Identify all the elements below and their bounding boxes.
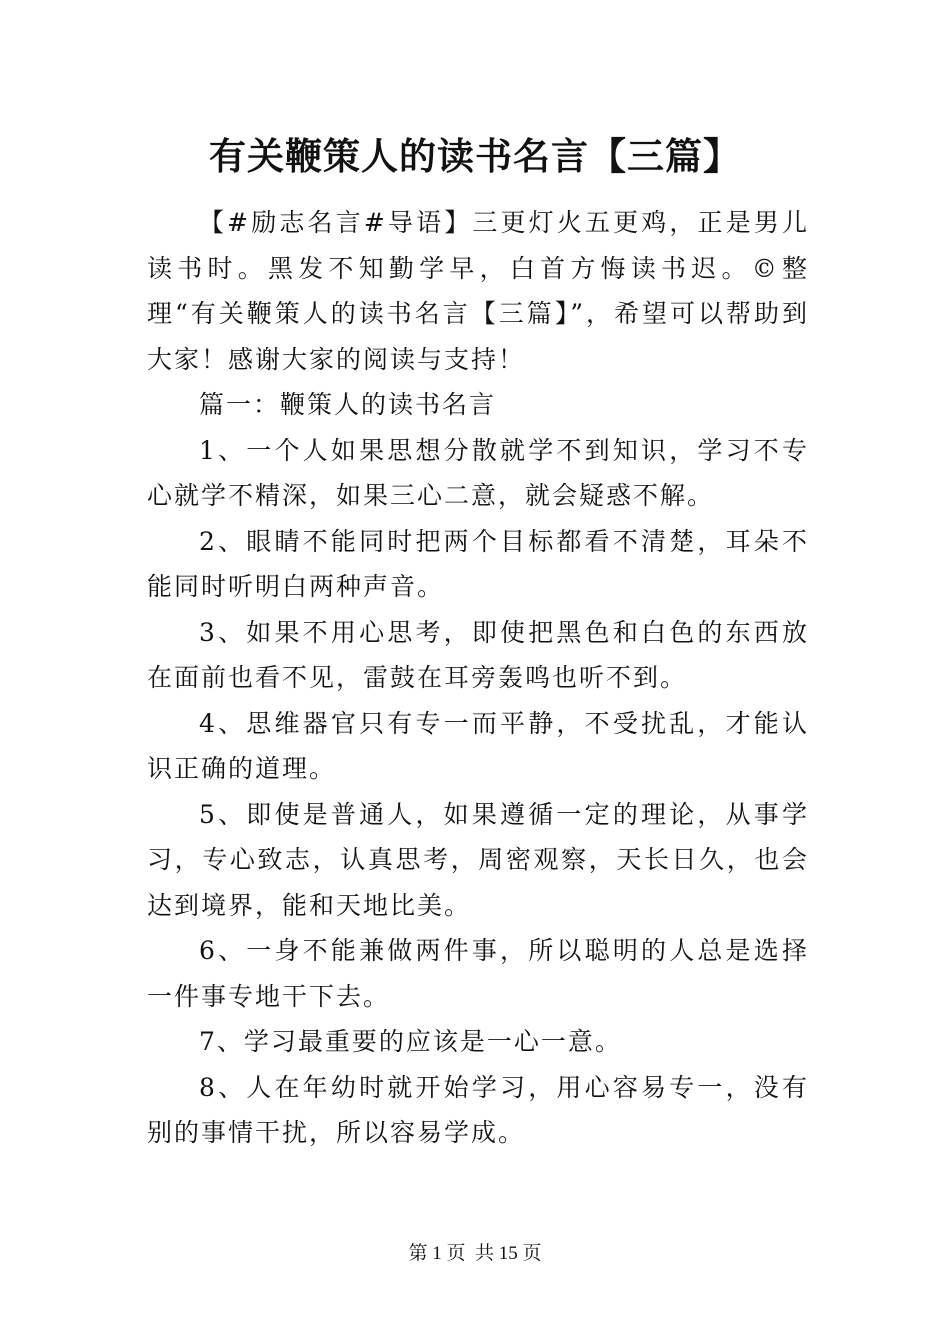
quote-paragraph: 8、人在年幼时就开始学习，用心容易专一，没有别的事情干扰，所以容易学成。 (147, 1072, 809, 1147)
quote-paragraph: 3、如果不用心思考，即使把黑色和白色的东西放在面前也看不见，雷鼓在耳旁轰鸣也听不到。 (147, 617, 809, 692)
page-footer (0, 1239, 950, 1269)
intro-paragraph: 【#励志名言#导语】三更灯火五更鸡，正是男儿读书时。黑发不知勤学早，白首方悔读书迟。©整理“有关鞭策人的读书名言【三篇】”，希望可以帮助到大家！感谢大家的阅读与支持！ (147, 208, 809, 374)
document-title: 有关鞭策人的读书名言【三篇】 (209, 134, 741, 178)
section-heading: 篇一：鞭策人的读书名言 (199, 390, 497, 419)
quote-paragraph: 6、一身不能兼做两件事，所以聪明的人总是选择一件事专地干下去。 (147, 936, 809, 1011)
quote-paragraph: 2、眼睛不能同时把两个目标都看不清楚，耳朵不能同时听明白两种声音。 (147, 526, 809, 601)
quote-paragraph: 5、即使是普通人，如果遵循一定的理论，从事学习，专心致志，认真思考，周密观察，天长日久，也会达到境界，能和天地比美。 (147, 799, 809, 920)
page-number-label: 第 1 页 共 15 页 (408, 1243, 542, 1264)
quote-paragraph: 1、一个人如果思想分散就学不到知识，学习不专心就学不精深，如果三心二意，就会疑惑不解。 (147, 435, 809, 510)
quote-paragraph: 4、思维器官只有专一而平静，不受扰乱，才能认识正确的道理。 (147, 708, 809, 783)
document-body (147, 200, 809, 1156)
quote-paragraph: 7、学习最重要的应该是一心一意。 (199, 1027, 622, 1056)
